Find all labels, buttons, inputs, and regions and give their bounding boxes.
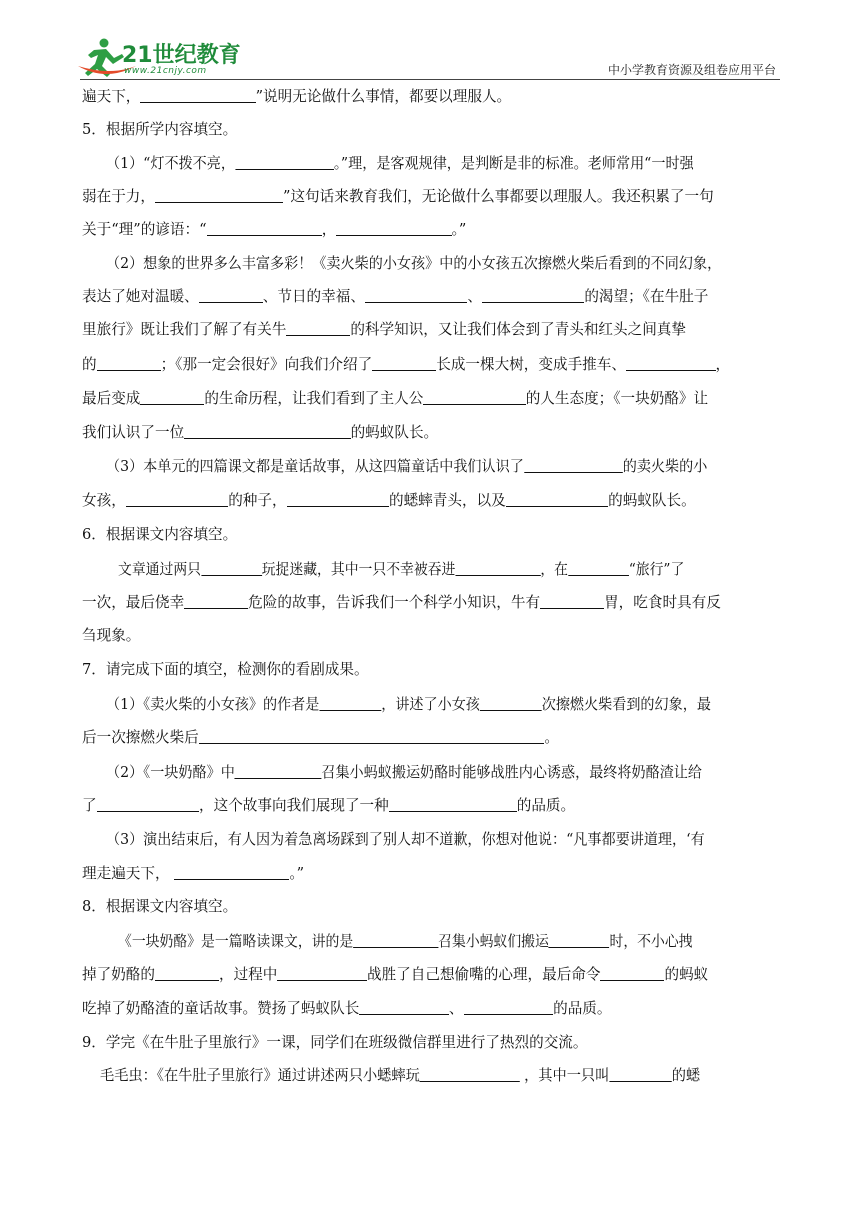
- text-line: 吃掉了奶酪渣的童话故事。赞扬了蚂蚁队长 、 的品质。: [82, 1000, 612, 1017]
- fill-in-blank: [97, 356, 161, 371]
- fill-in-blank: [389, 797, 517, 812]
- text-line: 了 ，这个故事向我们展现了一种 的品质。: [82, 797, 576, 814]
- fill-in-blank: [277, 966, 367, 981]
- platform-name: 中小学教育资源及组卷应用平台: [607, 63, 776, 77]
- fill-in-blank: [336, 221, 451, 236]
- fill-in-blank: [359, 1000, 449, 1015]
- fill-in-blank: [353, 933, 438, 948]
- fill-in-blank: [126, 492, 228, 507]
- text-line: 的 ；《那一定会很好》向我们介绍了 长成一棵大树，变成手推车、 ，: [82, 356, 731, 373]
- fill-in-blank: [199, 288, 263, 303]
- text-line: 表达了她对温暖、 、节日的幸福、 、 的渴望；《在牛肚子: [82, 288, 709, 305]
- logo-title: 21世纪教育: [122, 43, 241, 68]
- question-7-title: 7．请完成下面的填空，检测你的看剧成果。: [82, 661, 369, 678]
- page-header: [0, 0, 860, 82]
- text-line: 《一块奶酪》是一篇略读课文，讲的是 召集小蚂蚁们搬运 时，不小心拽: [118, 933, 693, 950]
- fill-in-blank: [184, 424, 350, 439]
- fill-in-blank: [549, 933, 610, 948]
- fill-in-blank: [319, 696, 381, 711]
- text-line: 里旅行》既让我们了解了有关牛 的科学知识，又让我们体会到了青头和红头之间真挚: [82, 321, 686, 338]
- fill-in-blank: [235, 155, 334, 170]
- fill-in-blank: [568, 561, 629, 576]
- fill-in-blank: [464, 1000, 554, 1015]
- text-line: 刍现象。: [82, 627, 141, 644]
- fill-in-blank: [423, 390, 525, 405]
- fill-in-blank: [365, 288, 467, 303]
- text-line: 掉了奶酪的 ，过程中 战胜了自己想偷嘴的心理，最后命令 的蚂蚁: [82, 966, 709, 983]
- fill-in-blank: [420, 1067, 520, 1082]
- text-line: 最后变成 的生命历程，让我们看到了主人公 的人生态度；《一块奶酪》让: [82, 390, 709, 407]
- fill-in-blank: [626, 356, 716, 371]
- fill-in-blank: [155, 188, 283, 203]
- fill-in-blank: [287, 492, 389, 507]
- fill-in-blank: [207, 221, 322, 236]
- text-line: 一次，最后侥幸 危险的故事，告诉我们一个科学小知识，牛有 胃，吃食时具有反: [82, 594, 721, 611]
- question-8-title: 8．根据课文内容填空。: [82, 898, 238, 915]
- question-5-title: 5．根据所学内容填空。: [82, 121, 238, 138]
- text-line: （3）演出结束后，有人因为着急离场踩到了别人却不道歉，你想对他说：“凡事都要讲道理，‘有: [106, 831, 705, 848]
- fill-in-blank: [455, 561, 540, 576]
- text-line: 女孩， 的种子， 的蟋蟀青头，以及 的蚂蚁队长。: [82, 492, 696, 509]
- fill-in-blank: [482, 288, 584, 303]
- fill-in-blank: [235, 764, 322, 779]
- fill-in-blank: [140, 88, 255, 103]
- fill-in-blank: [201, 561, 262, 576]
- logo-url: www.21cnjy.com: [124, 66, 207, 76]
- fill-in-blank: [174, 865, 289, 880]
- fill-in-blank: [609, 1067, 671, 1082]
- text-line: 关于“理”的谚语：“ ， 。”: [82, 221, 467, 238]
- text-line: 毛毛虫：《在牛肚子里旅行》通过讲述两只小蟋蟀玩 ，其中一只叫 的蟋: [100, 1067, 701, 1084]
- text-line: 遍天下， ”说明无论做什么事情，都要以理服人。: [82, 88, 512, 105]
- text-line: 弱在于力， ”这句话来教育我们，无论做什么事都要以理服人。我还积累了一句: [82, 188, 714, 205]
- question-6-title: 6．根据课文内容填空。: [82, 526, 238, 543]
- fill-in-blank: [155, 966, 219, 981]
- text-line: （1）《卖火柴的小女孩》的作者是 ，讲述了小女孩 次擦燃火柴看到的幻象，最: [106, 696, 711, 713]
- fill-in-blank: [506, 492, 608, 507]
- fill-in-blank: [540, 594, 604, 609]
- fill-in-blank: [524, 458, 623, 473]
- question-9-title: 9．学完《在牛肚子里旅行》一课，同学们在班级微信群里进行了热烈的交流。: [82, 1034, 588, 1051]
- text-line: 文章通过两只 玩捉迷藏，其中一只不幸被吞进 ，在 “旅行”了: [118, 561, 685, 578]
- text-line: （2）《一块奶酪》中 召集小蚂蚁搬运奶酪时能够战胜内心诱惑，最终将奶酪渣让给: [106, 764, 703, 781]
- text-line: 理走遍天下， 。”: [82, 865, 305, 882]
- fill-in-blank: [199, 729, 545, 744]
- fill-in-blank: [480, 696, 542, 711]
- fill-in-blank: [97, 797, 199, 812]
- fill-in-blank: [372, 356, 436, 371]
- fill-in-blank: [286, 321, 350, 336]
- text-line: 我们认识了一位 的蚂蚁队长。: [82, 424, 439, 441]
- text-line: 后一次擦燃火柴后 。: [82, 729, 559, 746]
- text-line: （3）本单元的四篇课文都是童话故事，从这四篇童话中我们认识了 的卖火柴的小: [106, 458, 708, 475]
- text-line: （2）想象的世界多么丰富多彩！《卖火柴的小女孩》中的小女孩五次擦燃火柴后看到的不同幻象，: [106, 255, 722, 272]
- fill-in-blank: [184, 594, 248, 609]
- fill-in-blank: [600, 966, 664, 981]
- header-divider: [80, 79, 780, 80]
- text-line: （1）“灯不拨不亮， 。”理，是客观规律，是判断是非的标准。老师常用“一时强: [106, 155, 694, 172]
- fill-in-blank: [140, 390, 204, 405]
